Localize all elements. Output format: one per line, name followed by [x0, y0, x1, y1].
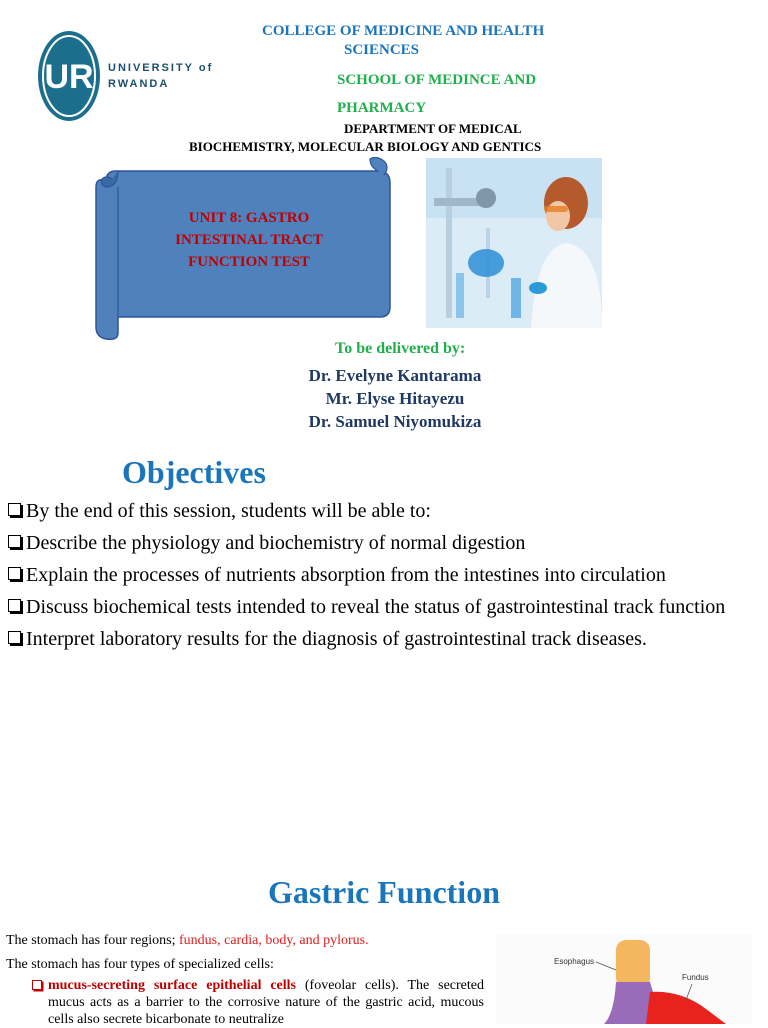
list-item: Discuss biochemical tests intended to reveal the status of gastrointestinal track function [6, 595, 762, 619]
presenter-name: Mr. Elyse Hitayezu [325, 389, 465, 408]
stomach-diagram [496, 934, 752, 1024]
checkbox-bullet-icon [8, 503, 21, 516]
lab-scientist-photo [426, 158, 602, 328]
checkbox-bullet-icon [32, 980, 42, 990]
department-name-line2: BIOCHEMISTRY, MOLECULAR BIOLOGY AND GENTICS [189, 139, 542, 154]
list-item: Interpret laboratory results for the diagnosis of gastrointestinal track diseases. [6, 627, 762, 651]
cell-type-name: mucus-secreting surface epithelial cells [48, 978, 296, 993]
university-logo [36, 28, 216, 124]
svg-text:UNIVERSITY of: UNIVERSITY of [108, 62, 214, 74]
presenter-list [265, 364, 525, 433]
list-item: Describe the physiology and biochemistry of normal digestion [6, 531, 762, 555]
unit-title: UNIT 8: GASTRO INTESTINAL TRACT FUNCTION TEST [175, 210, 323, 270]
checkbox-bullet-icon [8, 535, 21, 548]
college-name-line2: SCIENCES [344, 42, 420, 58]
checkbox-bullet-icon [8, 631, 21, 644]
list-item: Explain the processes of nutrients absorption from the intestines into circulation [6, 563, 762, 587]
objectives-list [6, 499, 762, 659]
svg-text:RWANDA: RWANDA [108, 78, 170, 90]
presenter-name: Dr. Evelyne Kantarama [308, 366, 482, 385]
presenter-name: Dr. Samuel Niyomukiza [308, 412, 482, 431]
svg-text:Esophagus: Esophagus [554, 957, 595, 966]
checkbox-bullet-icon [8, 567, 21, 580]
objectives-title: Objectives [122, 454, 266, 490]
department-name-line1: DEPARTMENT OF MEDICAL [344, 121, 522, 136]
stomach-cells-intro: The stomach has four types of specialized cells: [6, 957, 274, 972]
delivered-by-label: To be delivered by: [335, 340, 466, 357]
stomach-regions-text: The stomach has four regions; fundus, cardia, body, and pylorus. [6, 933, 369, 948]
checkbox-bullet-icon [8, 599, 21, 612]
cell-type-item: mucus-secreting surface epithelial cells (foveolar cells). The secreted mucus acts as a barrier to the corrosive nature of the gastric acid, mucous cells also secrete bicarbonate to neutralize [32, 977, 484, 1028]
regions-list: fundus, cardia, body, and pylorus. [179, 933, 369, 948]
college-name-line1: COLLEGE OF MEDICINE AND HEALTH [262, 23, 545, 39]
svg-text:UR: UR [44, 58, 94, 96]
gastric-function-title: Gastric Function [268, 874, 500, 910]
unit-title-banner [94, 157, 394, 341]
svg-text:Fundus: Fundus [682, 973, 709, 982]
school-name-line1: SCHOOL OF MEDINCE AND [337, 72, 537, 88]
school-name-line2: PHARMACY [337, 100, 427, 116]
list-item: By the end of this session, students will be able to: [6, 499, 762, 523]
